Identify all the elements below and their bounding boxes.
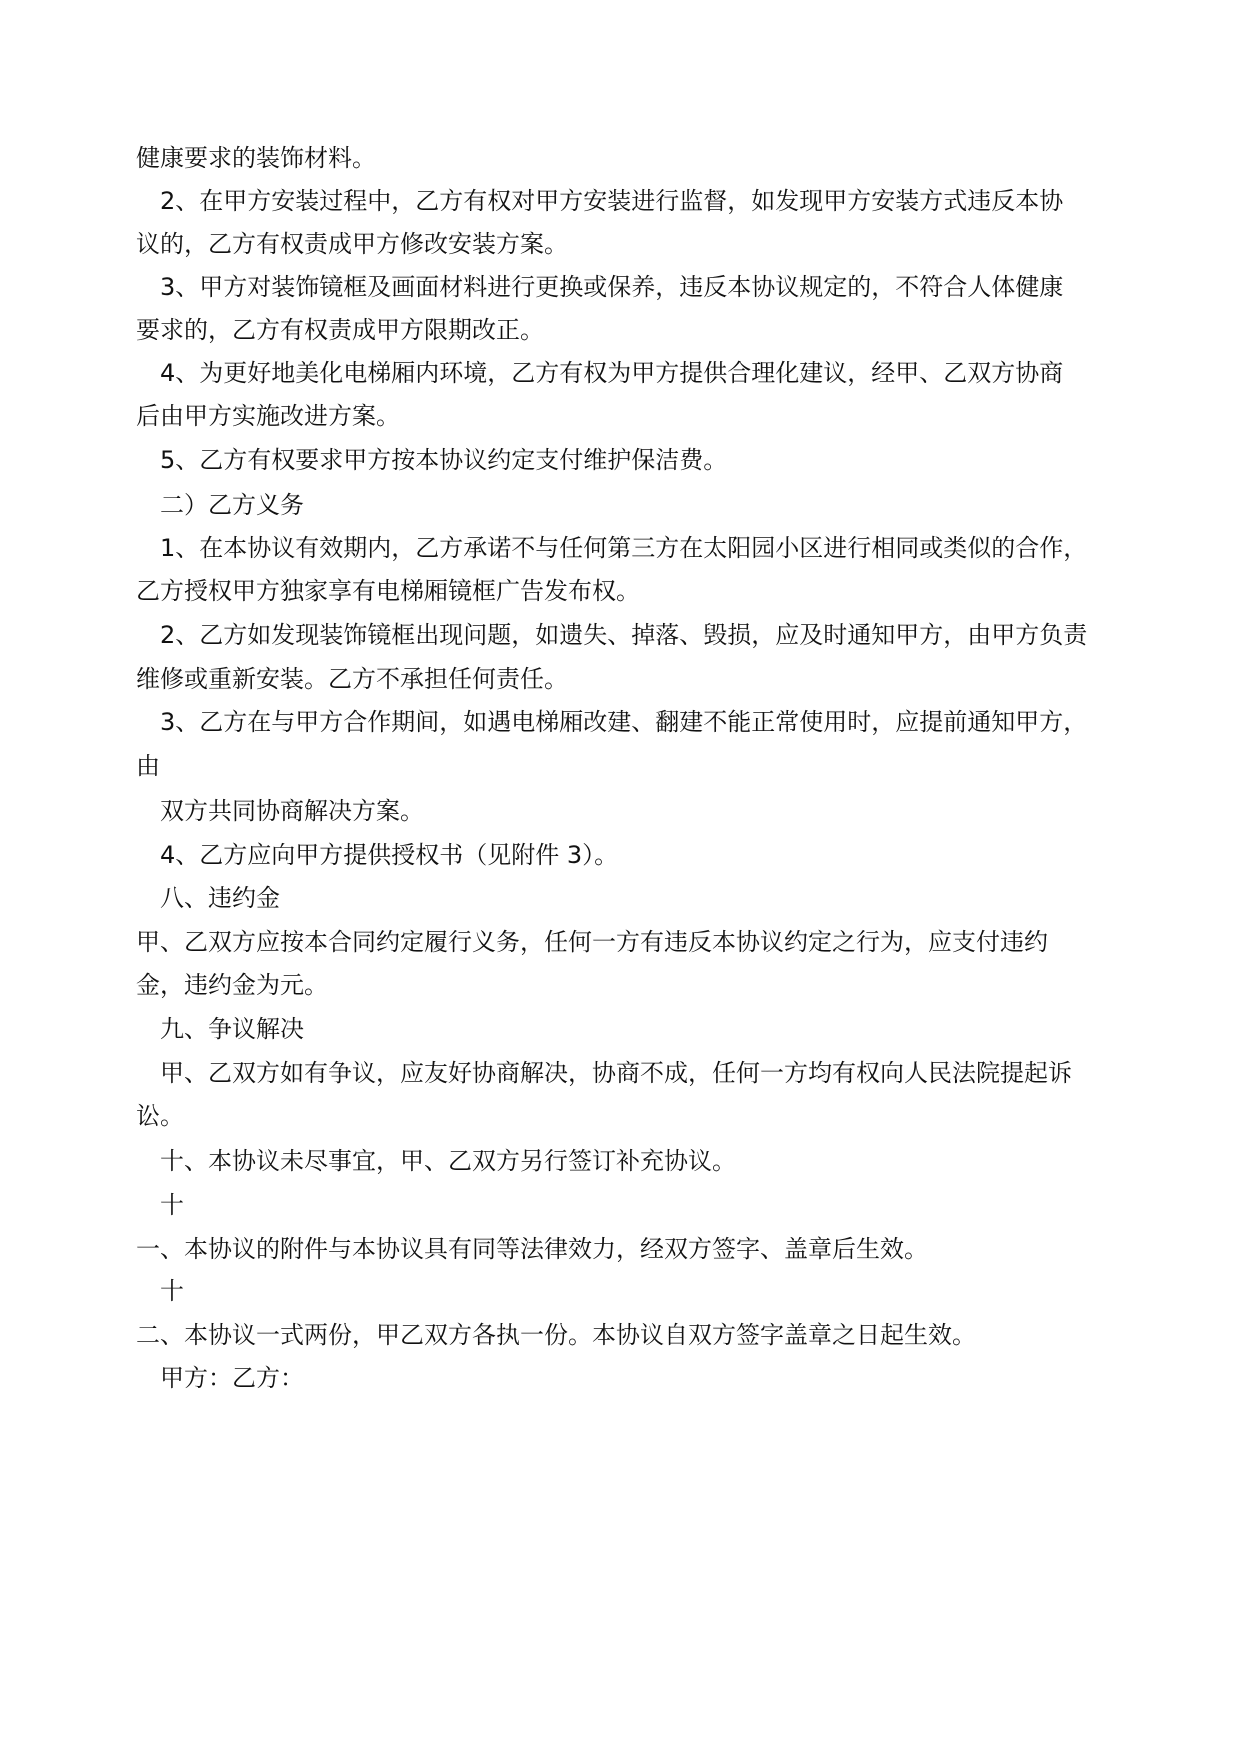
text-line: 3、甲方对装饰镜框及画面材料进行更换或保养，违反本协议规定的，不符合人体健康	[160, 273, 1064, 301]
text-line: 二、本协议一式两份，甲乙双方各执一份。本协议自双方签字盖章之日起生效。	[136, 1321, 976, 1349]
text-line: 4、乙方应向甲方提供授权书（见附件 3）。	[160, 841, 619, 869]
signature-line: 甲方：乙方：	[160, 1364, 304, 1392]
text-line: 5、乙方有权要求甲方按本协议约定支付维护保洁费。	[160, 446, 728, 474]
text-line: 健康要求的装饰材料。	[136, 144, 376, 172]
text-line: 一、本协议的附件与本协议具有同等法律效力，经双方签字、盖章后生效。	[136, 1235, 928, 1263]
text-line: 讼。	[136, 1102, 184, 1130]
text-line: 维修或重新安装。乙方不承担任何责任。	[136, 665, 568, 693]
section-heading: 二）乙方义务	[160, 491, 304, 519]
text-line: 十	[160, 1277, 184, 1305]
text-line: 十	[160, 1191, 184, 1219]
text-line: 4、为更好地美化电梯厢内环境，乙方有权为甲方提供合理化建议，经甲、乙双方协商	[160, 359, 1064, 387]
section-heading: 八、违约金	[160, 884, 280, 912]
section-heading: 九、争议解决	[160, 1015, 304, 1043]
text-line: 金，违约金为元。	[136, 971, 328, 999]
text-line: 要求的，乙方有权责成甲方限期改正。	[136, 316, 544, 344]
text-line: 双方共同协商解决方案。	[160, 797, 424, 825]
text-line: 后由甲方实施改进方案。	[136, 402, 400, 430]
text-line: 议的，乙方有权责成甲方修改安装方案。	[136, 230, 568, 258]
text-line: 3、乙方在与甲方合作期间，如遇电梯厢改建、翻建不能正常使用时，应提前通知甲方，	[160, 708, 1088, 736]
text-line: 2、在甲方安装过程中，乙方有权对甲方安装进行监督，如发现甲方安装方式违反本协	[160, 187, 1064, 215]
text-line: 甲、乙双方应按本合同约定履行义务，任何一方有违反本协议约定之行为，应支付违约	[136, 928, 1048, 956]
text-line: 由	[136, 752, 160, 780]
text-line: 2、乙方如发现装饰镜框出现问题，如遗失、掉落、毁损，应及时通知甲方，由甲方负责	[160, 621, 1088, 649]
text-line: 十、本协议未尽事宜，甲、乙双方另行签订补充协议。	[160, 1147, 736, 1175]
text-line: 甲、乙双方如有争议，应友好协商解决，协商不成，任何一方均有权向人民法院提起诉	[160, 1059, 1072, 1087]
text-line: 1、在本协议有效期内，乙方承诺不与任何第三方在太阳园小区进行相同或类似的合作，	[160, 534, 1088, 562]
text-line: 乙方授权甲方独家享有电梯厢镜框广告发布权。	[136, 577, 640, 605]
